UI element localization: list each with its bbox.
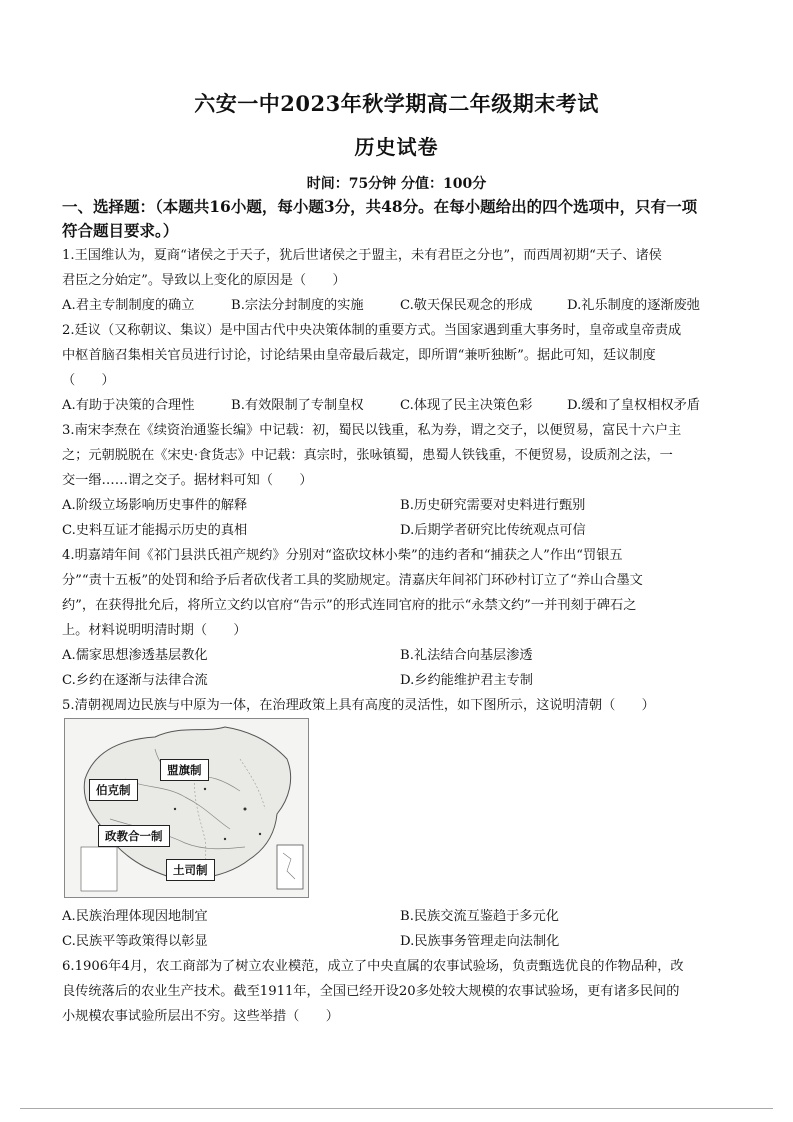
q1-option-a: A.君主专制制度的确立: [62, 298, 195, 313]
q3-option-d: D.后期学者研究比传统观点可信: [400, 523, 586, 538]
q3-line: 交一缗……谓之交子。据材料可知（ ）: [62, 473, 313, 488]
q4-option-c: C.乡约在逐渐与法律合流: [62, 673, 208, 688]
q3-line: 3.南宋李焘在《续资治通鉴长编》中记载：初，蜀民以钱重，私为券，谓之交子，以便贸易，富民十六户主: [62, 423, 682, 438]
section-heading-line: 符合题目要求。）: [62, 221, 179, 240]
q5-option-c: C.民族平等政策得以彰显: [62, 934, 208, 949]
q5-line: 5.清朝视周边民族与中原为一体，在治理政策上具有高度的灵活性，如下图所示，这说明清朝（ ）: [62, 698, 655, 713]
q4-line: 4.明嘉靖年间《祁门县洪氏祖产规约》分别对“盗砍坟林小柴”的违约者和“捕获之人”作出“罚银五: [62, 548, 623, 563]
q6-line: 6.1906年4月，农工商部为了树立农业模范，成立了中央直属的农事试验场，负责甄选优良的作物品种，改: [62, 959, 684, 974]
q5-option-b: B.民族交流互鉴趋于多元化: [400, 909, 559, 924]
subject-title: 历史试卷: [354, 135, 439, 159]
q4-line: 分”“责十五板”的处罚和给予后者砍伐者工具的奖励规定。清嘉庆年间祁门环砂村订立了“养山合墨文: [62, 573, 643, 588]
q4-option-b: B.礼法结合向基层渗透: [400, 648, 533, 663]
q1-option-b: B.宗法分封制度的实施: [231, 298, 364, 313]
q1-option-d: D.礼乐制度的逐渐废弛: [567, 298, 700, 313]
qing-governance-map: [64, 718, 309, 898]
section-heading-line: 一、选择题：（本题共16小题，每小题3分，共48分。在每小题给出的四个选项中，只有一项: [62, 197, 698, 216]
exam-meta: 时间：75分钟 分值：100分: [306, 176, 487, 192]
q5-option-d: D.民族事务管理走向法制化: [400, 934, 560, 949]
page-bottom-divider: [20, 1108, 773, 1109]
q1-line: 1.王国维认为，夏商“诸侯之于天子，犹后世诸侯之于盟主，未有君臣之分也”，而西周初期“天子、诸侯: [62, 248, 662, 263]
q3-option-c: C.史料互证才能揭示历史的真相: [62, 523, 248, 538]
q2-option-a: A.有助于决策的合理性: [62, 398, 195, 413]
q2-line: 中枢首脑召集相关官员进行讨论，讨论结果由皇帝最后裁定，即所谓“兼听独断”。据此可知，廷议制度: [62, 348, 656, 363]
map-label-beg-system: 伯克制: [89, 779, 138, 801]
section-heading: [62, 195, 738, 243]
q4-option-d: D.乡约能维护君主专制: [400, 673, 533, 688]
q2-option-d: D.缓和了皇权相权矛盾: [567, 398, 700, 413]
q3-line: 之；元朝脱脱在《宋史·食货志》中记载：真宗时，张咏镇蜀，患蜀人铁钱重，不便贸易，设质剂之法，一: [62, 448, 673, 463]
q4-option-a: A.儒家思想渗透基层教化: [62, 648, 208, 663]
q5-option-a: A.民族治理体现因地制宜: [62, 909, 208, 924]
q2-line: （ ）: [62, 373, 115, 388]
map-label-banner-system: 盟旗制: [160, 759, 209, 781]
exam-title: 六安一中2023年秋学期高二年级期末考试: [194, 91, 599, 116]
q6-line: 良传统落后的农业生产技术。截至1911年，全国已经开设20多处较大规模的农事试验场，更有诸多民间的: [62, 984, 680, 999]
q4-line: 约”，在获得批允后，将所立文约以官府“告示”的形式连同官府的批示“永禁文约”一并刊刻于碑石之: [62, 598, 637, 613]
q3-option-b: B.历史研究需要对史料进行甄别: [400, 498, 586, 513]
map-label-tusi-system: 土司制: [166, 859, 215, 881]
q4-line: 上。材料说明明清时期（ ）: [62, 623, 247, 638]
q2-line: 2.廷议（又称朝议、集议）是中国古代中央决策体制的重要方式。当国家遇到重大事务时，皇帝或皇帝责成: [62, 323, 682, 338]
q1-option-c: C.敬天保民观念的形成: [400, 298, 533, 313]
q2-option-b: B.有效限制了专制皇权: [231, 398, 364, 413]
q3-option-a: A.阶级立场影响历史事件的解释: [62, 498, 248, 513]
q2-option-c: C.体现了民主决策色彩: [400, 398, 533, 413]
map-label-theocracy-system: 政教合一制: [98, 825, 170, 847]
q1-line: 君臣之分始定”。导致以上变化的原因是（ ）: [62, 273, 346, 288]
q6-line: 小规模农事试验所层出不穷。这些举措（ ）: [62, 1009, 339, 1024]
